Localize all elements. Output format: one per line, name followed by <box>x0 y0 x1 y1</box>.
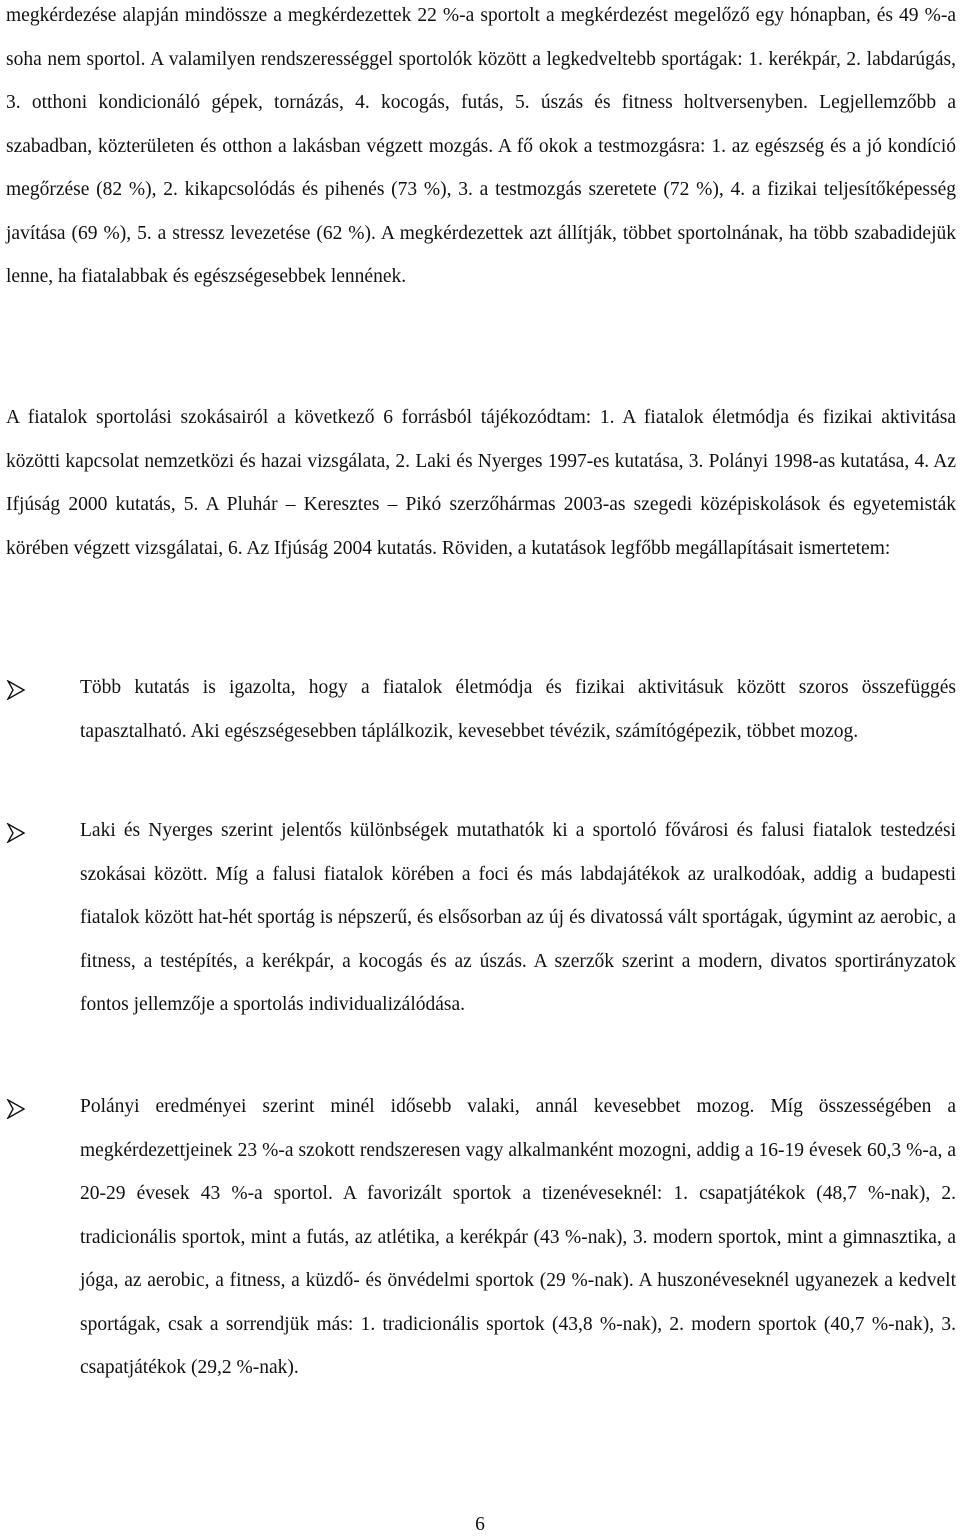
bullet-text: Laki és Nyerges szerint jelentős különbségek mutathatók ki a sportoló fővárosi és falusi fiatalok testedzési szokásai között. Míg a falusi fiatalok körében a foci és más labdajátékok az uralkodóak, addig a budapesti fiatalok között hat-hét sportág is népszerű, és elsősorban az új és divatossá vált sportágak, úgymint az aerobic, a fitness, a testépítés, a kerékpár, a kocogás és az úszás. A szerzők szerint a modern, divatos sportirányzatok fontos jellemzője a sportolás individualizálódása. <box>80 820 956 1015</box>
page-number: 6 <box>475 1514 485 1535</box>
bullet-item-3 <box>6 1085 956 1390</box>
bullet-text: Több kutatás is igazolta, hogy a fiatalok életmódja és fizikai aktivitásuk között szoros összefüggés tapasztalható. Aki egészségesebben táplálkozik, kevesebbet tévézik, számítógépezik, többet mozog. <box>80 677 956 742</box>
bullet-item-2 <box>6 809 956 1027</box>
arrowhead-bullet-icon <box>6 1099 26 1119</box>
body-paragraph-2: A fiatalok sportolási szokásairól a következő 6 forrásból tájékozódtam: 1. A fiatalok életmódja és fizikai aktivitása közötti kapcsolat nemzetközi és hazai vizsgálata, 2. Laki és Nyerges 1997-es kutatása, 3. Polányi 1998-as kutatása, 4. Az Ifjúság 2000 kutatás, 5. A Pluhár – Keresztes – Pikó szerzőhármas 2003-as szegedi középiskolások és egyetemisták körében végzett vizsgálatai, 6. Az Ifjúság 2004 kutatás. Röviden, a kutatások legfőbb megállapításait ismertetem: <box>6 407 956 559</box>
arrowhead-bullet-icon <box>6 680 26 700</box>
bullet-item-1 <box>6 666 956 753</box>
body-paragraph-1: megkérdezése alapján mindössze a megkérdezettek 22 %-a sportolt a megkérdezést megelőző egy hónapban, és 49 %-a soha nem sportol. A valamilyen rendszerességgel sportolók között a legkedveltebb sportágak: 1. kerékpár, 2. labdarúgás, 3. otthoni kondicionáló gépek, tornázás, 4. kocogás, futás, 5. úszás és fitness holtversenyben. Legjellemzőbb a szabadban, közterületen és otthon a lakásban végzett mozgás. A fő okok a testmozgásra: 1. az egészség és a jó kondíció megőrzése (82 %), 2. kikapcsolódás és pihenés (73 %), 3. a testmozgás szeretete (72 %), 4. a fizikai teljesítőképesség javítása (69 %), 5. a stressz levezetése (62 %). A megkérdezettek azt állítják, többet sportolnának, ha több szabadidejük lenne, ha fiatalabbak és egészségesebbek lennének. <box>6 5 956 287</box>
bullet-text: Polányi eredményei szerint minél idősebb valaki, annál kevesebbet mozog. Míg összességében a megkérdezettjeinek 23 %-a szokott rendszeresen vagy alkalmanként mozogni, addig a 16-19 évesek 60,3 %-a, a 20-29 évesek 43 %-a sportol. A favorizált sportok a tizenéveseknél: 1. csapatjátékok (48,7 %-nak), 2. tradicionális sportok, mint a futás, az atlétika, a kerékpár (43 %-nak), 3. modern sportok, mint a gimnasztika, a jóga, az aerobic, a fitness, a küzdő- és önvédelmi sportok (29 %-nak). A huszonéveseknél ugyanezek a kedvelt sportágak, csak a sorrendjük más: 1. tradicionális sportok (43,8 %-nak), 2. modern sportok (40,7 %-nak), 3. csapatjátékok (29,2 %-nak). <box>80 1096 956 1378</box>
arrowhead-bullet-icon <box>6 823 26 843</box>
